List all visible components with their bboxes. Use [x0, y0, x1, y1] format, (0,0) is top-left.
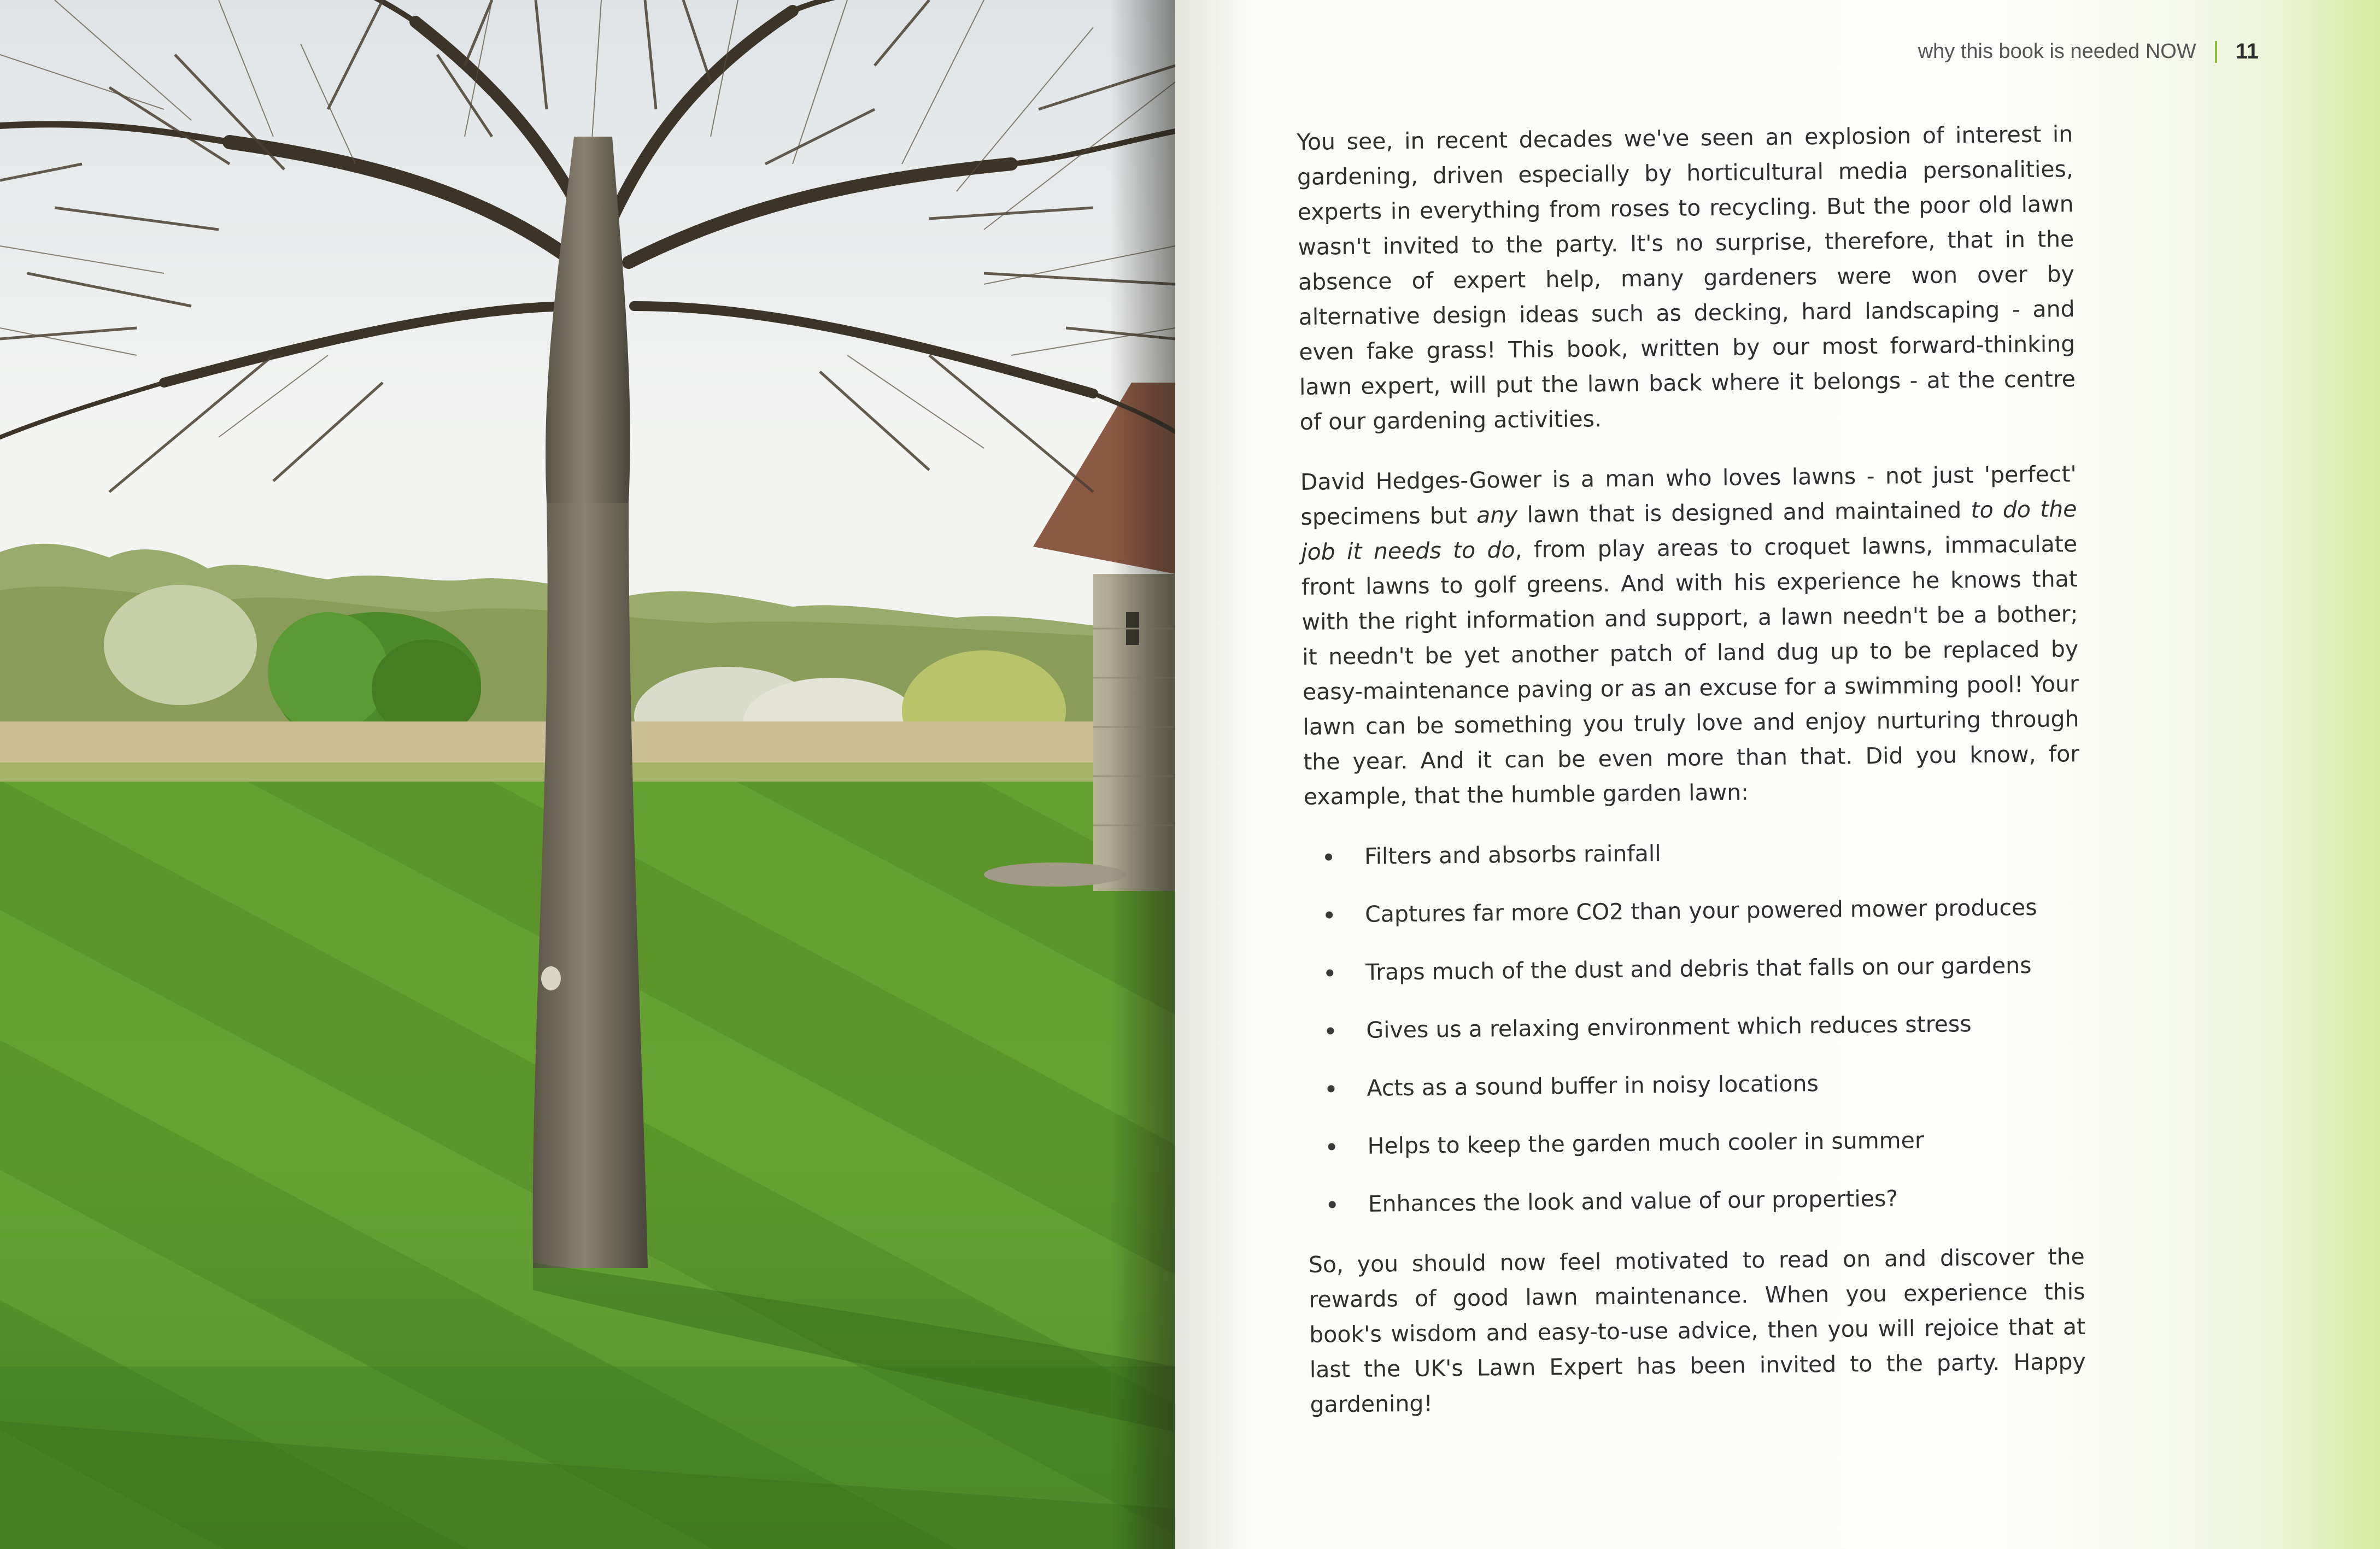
header-separator [2215, 41, 2217, 63]
bullet-icon [1327, 1085, 1334, 1092]
paragraph-2-part-b: lawn that is designed and maintained [1517, 497, 1971, 528]
paragraph-2-emphasis-any: any [1476, 501, 1518, 529]
bullet-icon [1329, 1201, 1336, 1208]
paragraph-2-part-c: , from play areas to croquet lawns, immaculate front lawns to golf greens. And with his experience he knows that with the right information and support, a lawn needn't be a bother; it needn't be yet another patch of land dug up to be replaced by easy-maintenance paving or as an excuse for a swimming pool! Your lawn can be something you truly love and enjoy nurturing through the year. And it can be even more than that. Did you know, for example, that the humble garden lawn: [1301, 531, 2080, 810]
list-item-text: Gives us a relaxing environment which reduces stress [1366, 1011, 1972, 1043]
bullet-icon [1328, 1143, 1335, 1150]
paragraph-2-part-a: David Hedges-Gower is a man who loves lawns - not just 'perfect' specimens but [1300, 461, 2077, 530]
paragraph-2-emphasis-job: to do the job it needs to do [1300, 496, 2077, 565]
list-item [1306, 1005, 2083, 1048]
bullet-icon [1325, 853, 1332, 860]
running-title: why this book is needed NOW [1918, 40, 2196, 63]
list-item-text: Acts as a sound buffer in noisy locations [1367, 1070, 1819, 1101]
list-item [1304, 831, 2081, 875]
list-item-text: Enhances the look and value of our properties? [1368, 1185, 1898, 1217]
list-item-text: Helps to keep the garden much cooler in summer [1367, 1127, 1924, 1159]
running-header [1918, 39, 2259, 64]
list-item [1306, 1063, 2083, 1106]
list-item [1305, 947, 2082, 990]
paragraph-2 [1300, 456, 2080, 814]
bullet-icon [1326, 911, 1333, 918]
body-text [1297, 116, 2086, 1447]
list-item [1308, 1179, 2084, 1222]
list-item-text: Captures far more CO2 than your powered mower produces [1364, 894, 2037, 928]
text-page [1175, 0, 2380, 1549]
list-item [1307, 1121, 2084, 1164]
list-item [1305, 889, 2082, 932]
bullet-icon [1326, 969, 1333, 976]
garden-lawn-tree-photo [0, 0, 1175, 1549]
bullet-icon [1327, 1027, 1334, 1034]
list-item-text: Traps much of the dust and debris that falls on our gardens [1365, 952, 2032, 985]
page-number: 11 [2235, 39, 2259, 63]
paragraph-3: So, you should now feel motivated to read on and discover the rewards of good lawn maintenance. When you experience this book's wisdom and easy-to-use advice, then you will rejoice that at last the UK's Lawn Expert has been invited to the party. Happy gardening! [1308, 1243, 2086, 1418]
list-item-text: Filters and absorbs rainfall [1364, 840, 1661, 870]
paragraph-1: You see, in recent decades we've seen an explosion of interest in gardening, driven especially by horticultural media personalities, experts in everything from roses to recycling. But the poor old lawn wasn't invited to the party. It's no surprise, therefore, that in the absence of expert help, many gardeners were won over by alternative design ideas such as decking, hard landscaping - and even fake grass! This book, written by our most forward-thinking lawn expert, will put the lawn back where it belongs - at the centre of our gardening activities. [1297, 121, 2076, 435]
lawn-benefits-list [1304, 831, 2084, 1222]
